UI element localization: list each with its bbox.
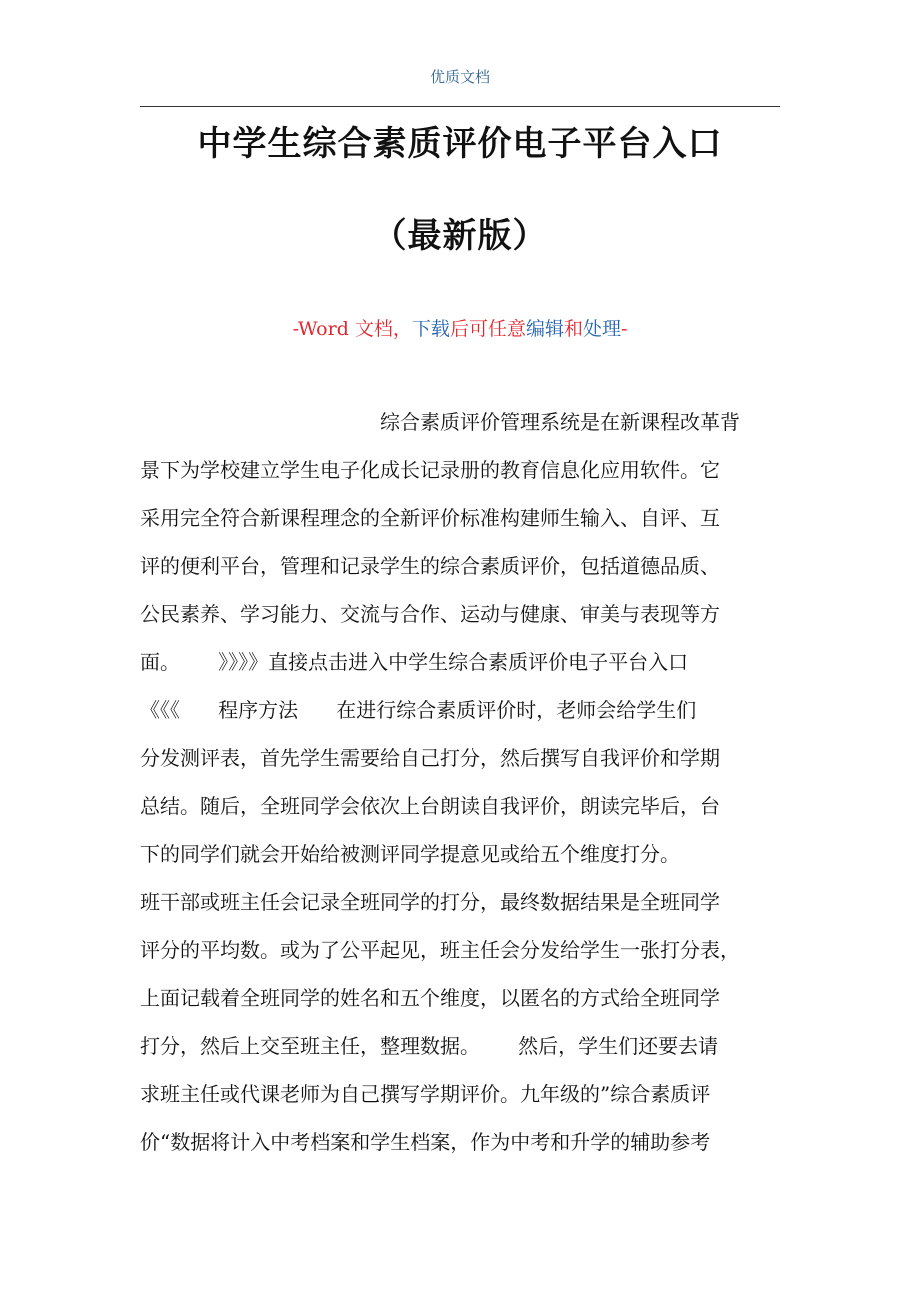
body-line: 总结。随后，全班同学会依次上台朗读自我评价，朗读完毕后，台 (140, 794, 720, 818)
body-line: 下的同学们就会开始给被测评同学提意见或给五个维度打分。 (140, 842, 680, 866)
header-label: 优质文档 (429, 68, 490, 86)
document-title: 中学生综合素质评价电子平台入口 (197, 124, 723, 164)
body-line: 公民素养、学习能力、交流与合作、运动与健康、审美与表现等方 (140, 602, 720, 626)
body-line: 面。 》》》》直接点击进入中学生综合素质评价电子平台入口 (140, 650, 689, 674)
notice-segment: 处理 (582, 318, 621, 340)
body-line: 景下为学校建立学生电子化成长记录册的教育信息化应用软件。它 (140, 458, 720, 482)
body-line: 价“数据将计入中考档案和学生档案，作为中考和升学的辅助参考 (140, 1130, 711, 1154)
body-line: 采用完全符合新课程理念的全新评价标准构建师生输入、自评、互 (140, 506, 720, 530)
notice-segment: - (621, 318, 628, 340)
body-line: 综合素质评价管理系统是在新课程改革背 (380, 410, 740, 434)
body-line: 评分的平均数。或为了公平起见，班主任会分发给学生一张打分表， (140, 938, 740, 962)
notice-segment: 编辑 (525, 318, 564, 340)
notice-segment: 后可任意 (449, 318, 526, 340)
notice-segment: 和 (563, 318, 583, 340)
body-line: 班干部或班主任会记录全班同学的打分，最终数据结果是全班同学 (140, 890, 720, 914)
document-subtitle-edition: （最新版） (372, 216, 548, 256)
notice-segment: 下载 (411, 318, 450, 340)
body-line: 分发测评表，首先学生需要给自己打分，然后撰写自我评价和学期 (140, 746, 720, 770)
word-doc-notice (0, 314, 920, 341)
notice-segment: -Word 文档， (292, 318, 412, 340)
body-line: 《《《 程序方法 在进行综合素质评价时，老师会给学生们 (140, 698, 697, 722)
body-line: 评的便利平台，管理和记录学生的综合素质评价，包括道德品质、 (140, 554, 720, 578)
body-line: 上面记载着全班同学的姓名和五个维度，以匿名的方式给全班同学 (140, 986, 720, 1010)
header-divider (140, 106, 780, 107)
body-line: 求班主任或代课老师为自己撰写学期评价。九年级的”综合素质评 (140, 1082, 711, 1106)
body-line: 打分，然后上交至班主任，整理数据。 然后，学生们还要去请 (140, 1034, 719, 1058)
